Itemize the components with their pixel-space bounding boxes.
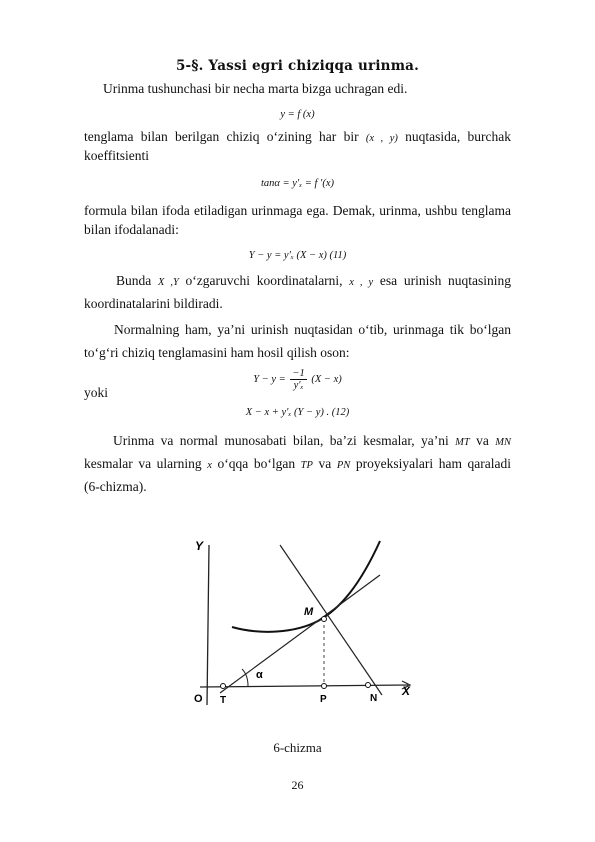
text-span: va bbox=[318, 456, 332, 471]
paragraph-line: koordinatalarini bildiradi. bbox=[84, 296, 223, 311]
paragraph-line bbox=[116, 272, 511, 292]
text-span: esa urinish nuqtasining bbox=[379, 273, 512, 288]
paragraph-line: to‘g‘ri chiziq tenglamasini ham hosil qilish oson: bbox=[84, 345, 350, 360]
text-span: Urinma va normal munosabati bilan, ba’zi kesmalar, ya’ni bbox=[113, 433, 449, 448]
angle-label: α bbox=[256, 669, 263, 681]
paragraph-line: Urinma tushunchasi bir necha marta bizga uchragan edi. bbox=[103, 81, 408, 96]
point-t-marker bbox=[221, 684, 226, 689]
y-axis-label: Y bbox=[195, 539, 204, 553]
paragraph-line: yoki bbox=[84, 385, 109, 400]
math-inline: x bbox=[207, 460, 212, 471]
text-span: Bunda bbox=[116, 273, 152, 288]
text-span: nuqtasida, burchak bbox=[405, 129, 512, 144]
paragraph-line bbox=[84, 455, 511, 475]
math-inline: X ,Y bbox=[157, 277, 179, 288]
point-p-label: P bbox=[320, 694, 327, 705]
paragraph-line: (6-chizma). bbox=[84, 479, 147, 494]
text-span: o‘zgaruvchi koordinatalarni, bbox=[185, 273, 343, 288]
point-p-marker bbox=[322, 684, 327, 689]
text-span: tenglama bilan berilgan chiziq o‘zining har bir bbox=[84, 129, 359, 144]
point-t-label: T bbox=[220, 695, 227, 706]
math-inline: x , y bbox=[349, 277, 374, 288]
paragraph-line: bilan ifodalanadi: bbox=[84, 222, 179, 237]
angle-arc bbox=[242, 669, 248, 686]
y-axis bbox=[207, 545, 209, 705]
x-axis-label: X bbox=[402, 684, 411, 698]
figure-caption: 6-chizma bbox=[273, 740, 322, 755]
math-inline: MN bbox=[495, 437, 512, 448]
formula-rhs: (X − x) bbox=[311, 374, 342, 385]
text-span: va bbox=[476, 433, 489, 448]
text-span: o‘qqa bo‘lgan bbox=[217, 456, 296, 471]
math-inline: TP bbox=[300, 460, 313, 471]
math-inline: MT bbox=[455, 437, 470, 448]
point-n-marker bbox=[366, 683, 371, 688]
tangent-line bbox=[220, 575, 380, 693]
text-span: proyeksiyalari ham qaraladi bbox=[355, 456, 512, 471]
math-inline: (x , y) bbox=[365, 133, 398, 144]
origin-label: O bbox=[194, 693, 203, 705]
text-span: kesmalar va ularning bbox=[84, 456, 202, 471]
point-m-label: M bbox=[304, 606, 314, 618]
paragraph-line: Normalning ham, ya’ni urinish nuqtasidan o‘tib, urinmaga tik bo‘lgan bbox=[114, 322, 511, 337]
formula-function: y = f (x) bbox=[280, 109, 315, 120]
point-n-label: N bbox=[370, 693, 378, 704]
paragraph-line: koeffitsienti bbox=[84, 148, 149, 163]
math-inline: PN bbox=[336, 460, 351, 471]
fraction-numerator: −1 bbox=[292, 368, 305, 379]
section-heading: 5-§. Yassi egri chiziqqa urinma. bbox=[175, 58, 420, 74]
formula-lhs: Y − y = bbox=[253, 374, 286, 385]
paragraph-line bbox=[113, 432, 511, 452]
paragraph-line bbox=[84, 128, 511, 148]
paragraph-line: formula bilan ifoda etiladigan urinmaga ega. Demak, urinma, ushbu tenglama bbox=[84, 203, 511, 218]
point-m-marker bbox=[322, 617, 327, 622]
page-number: 26 bbox=[291, 778, 304, 792]
fraction-denominator: y′ₓ bbox=[293, 380, 304, 391]
formula-normal-alt: X − x + y′ₓ (Y − y) . (12) bbox=[245, 407, 350, 418]
formula-slope: tanα = y′ₓ = f ′(x) bbox=[260, 178, 335, 189]
curve bbox=[232, 541, 380, 632]
tangent-normal-figure bbox=[190, 535, 420, 710]
formula-tangent: Y − y = y′ₓ (X − x) (11) bbox=[248, 250, 347, 261]
